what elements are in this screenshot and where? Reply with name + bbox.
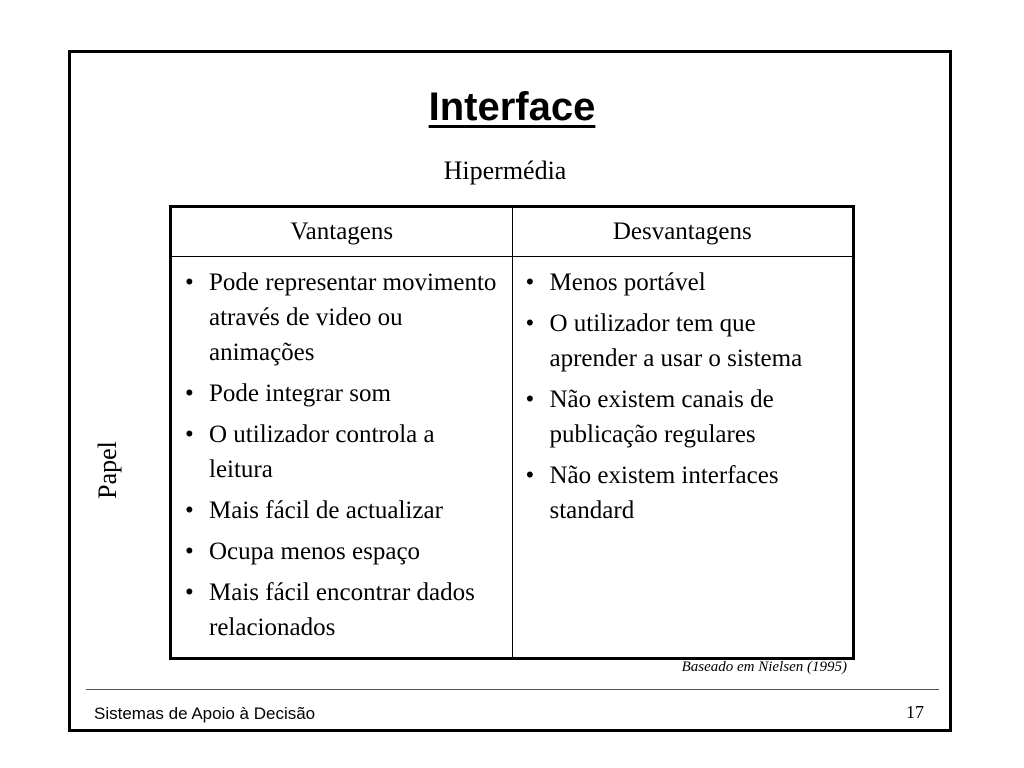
- table-body-row: [171, 257, 854, 659]
- list-item: • O utilizador controla a leitura: [180, 417, 504, 487]
- list-item: • Não existem canais de publicação regulares: [521, 382, 845, 452]
- desvantagens-list: [521, 265, 845, 528]
- vantagens-cell: [171, 257, 513, 659]
- source-citation: Baseado em Nielsen (1995): [681, 659, 847, 675]
- table-header-row: [171, 207, 854, 257]
- list-item: • O utilizador tem que aprender a usar o sistema: [521, 306, 845, 376]
- list-item: • Mais fácil encontrar dados relacionados: [180, 575, 504, 645]
- page-number: 17: [906, 702, 924, 722]
- list-item: • Ocupa menos espaço: [180, 534, 504, 569]
- footer-divider: [86, 689, 939, 690]
- slide-title: Interface: [428, 85, 596, 129]
- row-axis-label: Papel: [93, 441, 122, 499]
- vantagens-list: [180, 265, 504, 645]
- header-vantagens: Vantagens: [171, 207, 513, 257]
- list-item: • Mais fácil de actualizar: [180, 493, 504, 528]
- header-desvantagens: Desvantagens: [512, 207, 854, 257]
- list-item: • Não existem interfaces standard: [521, 458, 845, 528]
- list-item: • Pode integrar som: [180, 376, 504, 411]
- footer-course-title: Sistemas de Apoio à Decisão: [94, 704, 316, 723]
- list-item: • Menos portável: [521, 265, 845, 300]
- comparison-table: [169, 205, 855, 660]
- column-axis-label: Hipermédia: [443, 156, 567, 185]
- desvantagens-cell: [512, 257, 854, 659]
- list-item: • Pode representar movimento através de video ou animações: [180, 265, 504, 370]
